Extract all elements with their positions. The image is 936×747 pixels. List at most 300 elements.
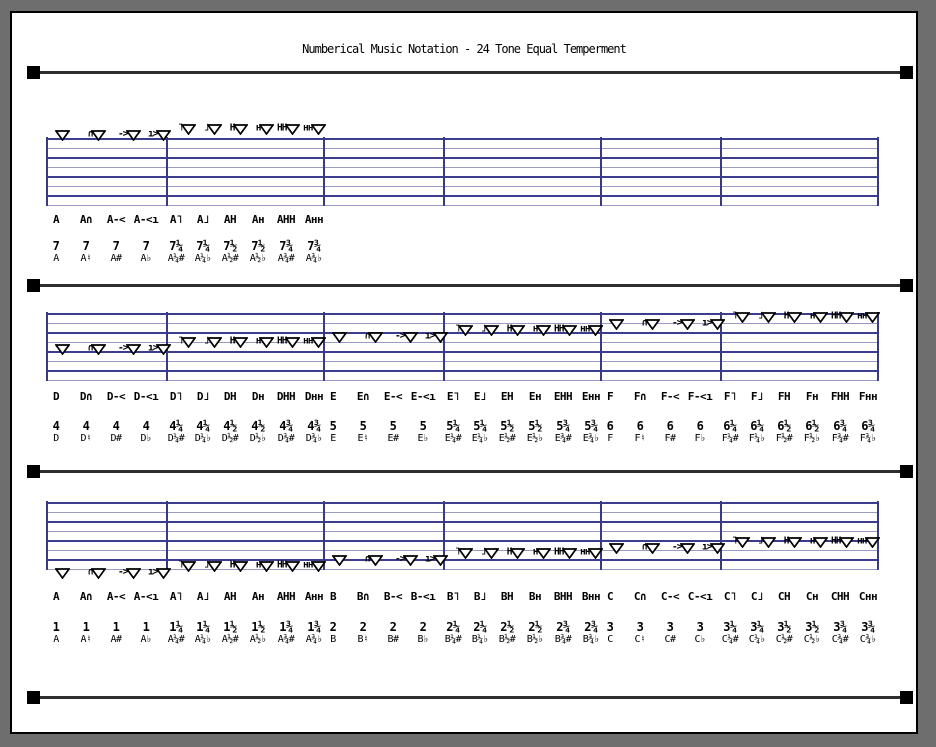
note[interactable] [55,568,70,579]
note-letter-label: Bнн [581,590,601,603]
note-name-label: B½♭ [526,634,544,645]
note-letter-label: E˩ [473,390,487,403]
note-prefix: н [255,559,261,571]
note[interactable] [148,128,171,141]
note-name-label: C# [664,634,676,645]
note-prefix: -> [672,541,682,553]
note[interactable] [148,566,171,579]
note[interactable] [857,310,880,323]
note[interactable] [203,335,222,348]
note-letter-label: D˥ [169,390,183,403]
note-name-label: F♮ [634,433,646,444]
note[interactable] [255,559,274,572]
staff-line [46,205,877,206]
note-letter-label: AH [223,213,237,226]
note-letter-label: A [52,213,60,226]
note-name-label: D# [110,433,122,444]
note-letter-label: A˥ [169,590,183,603]
note-name-label: F¾♭ [859,433,877,444]
note-number-label: 6½ [777,419,791,433]
note-letter-label: B-< [383,590,403,603]
note-letter-label: A˩ [196,213,210,226]
note-head-triangle-icon [865,537,880,548]
note-letter-label: DH [223,390,237,403]
note-name-label: A# [110,634,122,645]
note-letter-label: A∩ [79,590,93,603]
note-prefix: ı> [148,566,158,578]
note-number-label: 6¼ [723,419,737,433]
note[interactable] [87,342,106,355]
note-number-label: 1 [82,620,90,634]
note-letter-label: EHH [553,390,573,403]
note-letter-label: Dн [251,390,265,403]
separator-end-marker [900,465,913,478]
note-letter-label: BHH [553,590,573,603]
note[interactable] [229,559,248,572]
note-name-label: A¼# [167,634,185,645]
separator-end-marker [900,66,913,79]
note[interactable] [580,546,603,559]
note-name-label: E¼# [444,433,462,444]
note-letter-label: D∩ [79,390,93,403]
note-number-label: 4¾ [307,419,321,433]
note[interactable] [55,344,70,355]
note-prefix: ˩ [203,335,209,347]
note-number-label: 6 [606,419,614,433]
note-letter-label: E-< [383,390,403,403]
staff-line [46,559,877,561]
note-letter-label: E-<ı [410,390,436,403]
note[interactable] [809,535,828,548]
note-number-label: 2 [389,620,397,634]
note[interactable] [857,535,880,548]
note[interactable] [118,566,141,579]
note-name-label: C¼♭ [748,634,766,645]
note-name-label: E½# [498,433,516,444]
note[interactable] [229,122,248,135]
note-letter-label: Eн [528,390,542,403]
note-name-label: A♭ [140,253,152,264]
note-name-label: B¾# [554,634,572,645]
note-number-label: 6 [636,419,644,433]
note[interactable] [87,128,106,141]
note-letter-label: A [52,590,60,603]
note-head-triangle-icon [55,344,70,355]
note-name-label: A½♭ [249,634,267,645]
note-name-label: B♮ [357,634,369,645]
note-head-triangle-icon [126,130,141,141]
note-name-label: E½♭ [526,433,544,444]
note-name-label: A½♭ [249,253,267,264]
note-letter-label: Dнн [304,390,324,403]
note-letter-label: Aн [251,213,265,226]
note-prefix: ˥ [177,122,183,134]
staff-line [46,342,877,343]
note-head-triangle-icon [609,543,624,554]
note[interactable] [425,553,448,566]
note-head-triangle-icon [126,568,141,579]
note-letter-label: Cн [805,590,819,603]
note-number-label: 6 [666,419,674,433]
note[interactable] [303,559,326,572]
note-letter-label: Bн [528,590,542,603]
note[interactable] [118,128,141,141]
note[interactable] [148,342,171,355]
barline [46,312,48,381]
note[interactable] [277,559,300,572]
note-number-label: 5 [419,419,427,433]
note-name-label: C [607,634,613,645]
note-letter-label: Cнн [858,590,878,603]
note-number-label: 7 [142,239,150,253]
note[interactable] [702,541,725,554]
note-head-triangle-icon [332,555,347,566]
note-prefix: ı> [148,128,158,140]
note-number-label: 7½ [251,239,265,253]
note[interactable] [731,310,750,323]
note-head-triangle-icon [865,312,880,323]
note-name-label: C♭ [694,634,706,645]
note-name-label: A¼♭ [194,253,212,264]
note[interactable] [395,553,418,566]
barline [600,137,602,206]
note-number-label: 5¼ [446,419,460,433]
note[interactable] [532,323,551,336]
note-name-label: E♭ [417,433,429,444]
note-prefix: ı> [425,330,435,342]
note[interactable] [580,323,603,336]
staff-line [46,569,877,570]
note-number-label: 1½ [251,620,265,634]
note-letter-label: B∩ [356,590,370,603]
note[interactable] [641,317,660,330]
note[interactable] [757,310,776,323]
note-name-label: F½♭ [803,433,821,444]
note-name-label: C¼# [721,634,739,645]
barline [46,501,48,570]
staff-line [46,502,877,504]
note[interactable] [702,317,725,330]
barline [600,312,602,381]
note-name-label: A½# [221,634,239,645]
note-letter-label: F-<ı [687,390,713,403]
note[interactable] [277,335,300,348]
note-head-triangle-icon [588,325,603,336]
note-letter-label: C∩ [633,590,647,603]
note-name-label: B [330,634,336,645]
note-head-triangle-icon [710,543,725,554]
note-name-label: A¼# [167,253,185,264]
note-prefix: ˩ [480,323,486,335]
separator-end-marker [27,465,40,478]
note-name-label: D [53,433,59,444]
note[interactable] [277,122,300,135]
note-letter-label: AHH [276,213,296,226]
note-number-label: 1 [112,620,120,634]
note-prefix: н [255,122,261,134]
note-head-triangle-icon [839,312,854,323]
staff-line [46,361,877,362]
note-prefix: H [229,122,235,134]
note-prefix: H [229,559,235,571]
note[interactable] [831,310,854,323]
staff-line [46,521,877,523]
note-name-label: A♮ [80,253,92,264]
note-number-label: 2¾ [584,620,598,634]
note[interactable] [425,330,448,343]
note-name-label: C½♭ [803,634,821,645]
note-head-triangle-icon [311,124,326,135]
note[interactable] [831,535,854,548]
note-letter-label: FH [777,390,791,403]
staff-line [46,370,877,372]
note-head-triangle-icon [562,325,577,336]
note-name-label: A¾# [277,634,295,645]
note-name-label: A♭ [140,634,152,645]
note-name-label: A½# [221,253,239,264]
separator-end-marker [27,66,40,79]
note[interactable] [255,335,274,348]
note-number-label: 3 [636,620,644,634]
note-letter-label: C [606,590,614,603]
note[interactable] [554,546,577,559]
note-number-label: 5 [389,419,397,433]
note-name-label: B♭ [417,634,429,645]
note-prefix: HH [831,535,841,547]
note-name-label: A¾# [277,253,295,264]
note[interactable] [395,330,418,343]
note-prefix: HH [554,546,564,558]
note-letter-label: E˥ [446,390,460,403]
note-letter-label: EH [500,390,514,403]
note-number-label: 5½ [500,419,514,433]
note[interactable] [757,535,776,548]
note[interactable] [609,319,624,330]
note-number-label: 3½ [777,620,791,634]
note-letter-label: A-<ı [133,590,159,603]
separator-end-marker [900,279,913,292]
note-letter-label: D [52,390,60,403]
note-number-label: 7¼ [169,239,183,253]
note-letter-label: A-< [106,590,126,603]
note[interactable] [783,310,802,323]
note[interactable] [303,335,326,348]
note-head-triangle-icon [588,548,603,559]
note-prefix: н [809,535,815,547]
note-number-label: 3½ [805,620,819,634]
note[interactable] [118,342,141,355]
note-letter-label: Fн [805,390,819,403]
note[interactable] [454,323,473,336]
note[interactable] [480,546,499,559]
note[interactable] [203,559,222,572]
note[interactable] [203,122,222,135]
note-letter-label: F-< [660,390,680,403]
note-letter-label: B [329,590,337,603]
note-number-label: 4 [142,419,150,433]
note-name-label: E¾♭ [582,433,600,444]
note-head-triangle-icon [332,332,347,343]
note-number-label: 3¼ [750,620,764,634]
note-number-label: 6¾ [833,419,847,433]
note-prefix: н [255,335,261,347]
note-prefix: HH [277,122,287,134]
note-number-label: 7½ [223,239,237,253]
note[interactable] [506,323,525,336]
note[interactable] [332,555,347,566]
note-name-label: A¼♭ [194,634,212,645]
note-number-label: 3¾ [833,620,847,634]
note-number-label: 6½ [805,419,819,433]
note-head-triangle-icon [680,319,695,330]
note-number-label: 2½ [528,620,542,634]
note-prefix: нн [303,335,313,347]
barline [323,501,325,570]
note[interactable] [731,535,750,548]
note-head-triangle-icon [156,568,171,579]
note-prefix: ∩ [641,317,647,329]
note[interactable] [364,330,383,343]
note[interactable] [554,323,577,336]
note-prefix: HH [277,335,287,347]
note-prefix: ˥ [454,546,460,558]
note-number-label: 3¼ [723,620,737,634]
note-letter-label: A-<ı [133,213,159,226]
note-prefix: ˩ [480,546,486,558]
note-letter-label: Aнн [304,590,324,603]
barline [46,137,48,206]
note[interactable] [809,310,828,323]
note-name-label: D½♭ [249,433,267,444]
note[interactable] [672,541,695,554]
sheet-page [10,11,918,734]
note-name-label: E# [387,433,399,444]
note-head-triangle-icon [680,543,695,554]
note-letter-label: D-< [106,390,126,403]
note[interactable] [783,535,802,548]
note-letter-label: Aн [251,590,265,603]
note-letter-label: E∩ [356,390,370,403]
note-name-label: E [330,433,336,444]
note-prefix: ı> [425,553,435,565]
note-prefix: ˥ [177,335,183,347]
note[interactable] [55,130,70,141]
note[interactable] [177,559,196,572]
note-name-label: F¼♭ [748,433,766,444]
note-number-label: 4½ [251,419,265,433]
note-letter-label: A∩ [79,213,93,226]
note-number-label: 4 [82,419,90,433]
staff-line [46,512,877,513]
note[interactable] [332,332,347,343]
note[interactable] [177,335,196,348]
barline [166,501,168,570]
note-letter-label: AHH [276,590,296,603]
note[interactable] [87,566,106,579]
staff-line [46,351,877,353]
barline [443,312,445,381]
note[interactable] [454,546,473,559]
separator-end-marker [900,691,913,704]
note-prefix: ∩ [641,541,647,553]
note-prefix: ı> [702,317,712,329]
note-letter-label: D-<ı [133,390,159,403]
note-prefix: ∩ [364,553,370,565]
note-number-label: 7 [82,239,90,253]
note-head-triangle-icon [55,130,70,141]
note-letter-label: FHH [830,390,850,403]
note[interactable] [532,546,551,559]
note-prefix: нн [303,122,313,134]
staff-line [46,157,877,159]
note-number-label: 2½ [500,620,514,634]
note-number-label: 1 [52,620,60,634]
barline [323,137,325,206]
note-name-label: F½# [775,433,793,444]
note-head-triangle-icon [839,537,854,548]
staff-line [46,323,877,324]
note-name-label: B¼♭ [471,634,489,645]
note-number-label: 3 [606,620,614,634]
staff-line [46,138,877,140]
note-prefix: н [532,546,538,558]
note-prefix: н [532,323,538,335]
note-letter-label: A-< [106,213,126,226]
note[interactable] [303,122,326,135]
note-number-label: 5 [359,419,367,433]
note-prefix: HH [554,323,564,335]
note[interactable] [364,553,383,566]
note-letter-label: B˥ [446,590,460,603]
note-head-triangle-icon [156,130,171,141]
note[interactable] [641,541,660,554]
note-name-label: B# [387,634,399,645]
note-number-label: 7¼ [196,239,210,253]
note-head-triangle-icon [285,561,300,572]
staff-line [46,195,877,197]
system-separator [27,71,913,74]
note[interactable] [177,122,196,135]
note[interactable] [506,546,525,559]
note-prefix: ˥ [731,535,737,547]
note-head-triangle-icon [403,555,418,566]
note-letter-label: F∩ [633,390,647,403]
note-prefix: ˥ [177,559,183,571]
note-prefix: ˥ [731,310,737,322]
barline [166,137,168,206]
note-number-label: 5¼ [473,419,487,433]
note-name-label: F [607,433,613,444]
note-prefix: ∩ [87,342,93,354]
note-number-label: 3¾ [861,620,875,634]
note[interactable] [229,335,248,348]
note[interactable] [609,543,624,554]
note-number-label: 6¾ [861,419,875,433]
note[interactable] [672,317,695,330]
note[interactable] [255,122,274,135]
note-name-label: A¾♭ [305,634,323,645]
staff-line [46,148,877,149]
note-name-label: A¾♭ [305,253,323,264]
note-prefix: ı> [148,342,158,354]
note[interactable] [480,323,499,336]
note-name-label: D¾♭ [305,433,323,444]
note-prefix: H [229,335,235,347]
note-letter-label: F [606,390,614,403]
note-prefix: -> [118,342,128,354]
staff-line [46,540,877,542]
note-head-triangle-icon [285,124,300,135]
